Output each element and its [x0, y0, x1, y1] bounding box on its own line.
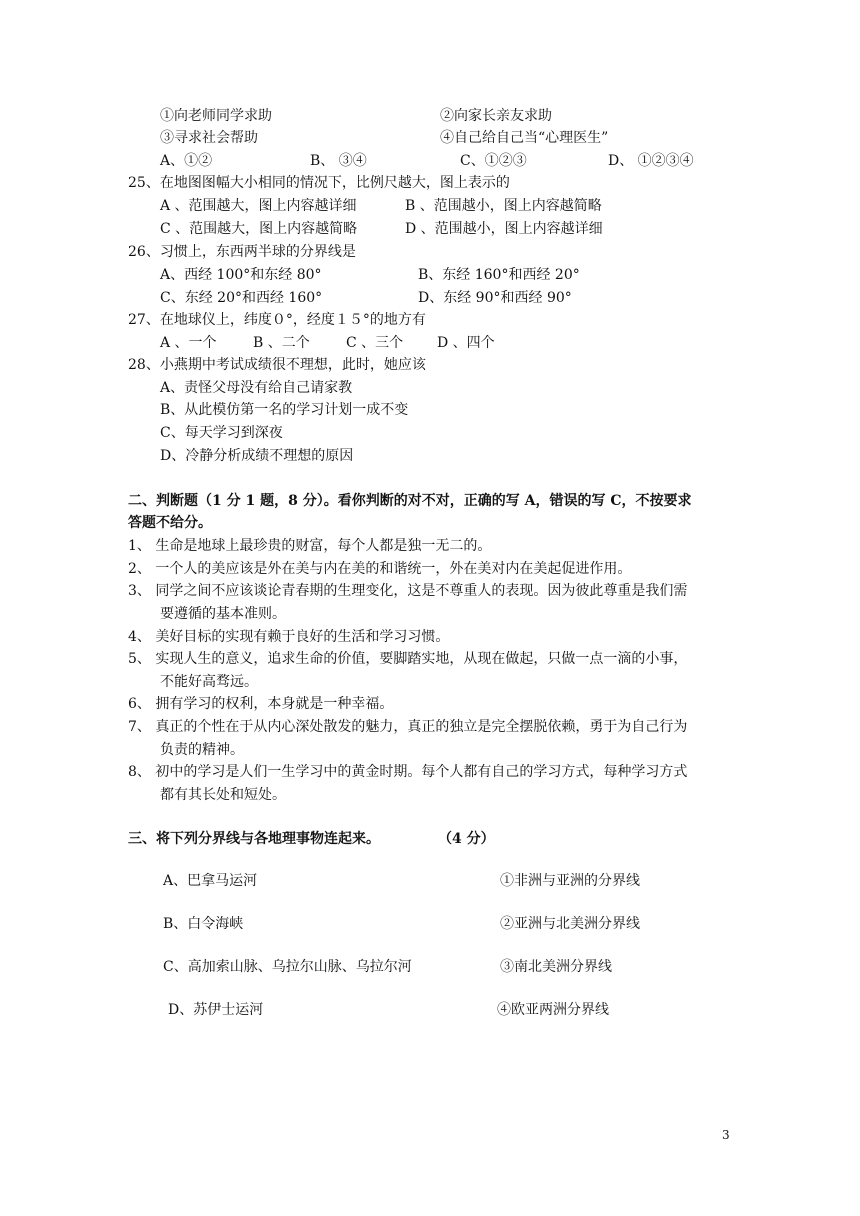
- q27-choice-d: D 、四个: [437, 335, 495, 351]
- q25-choice-b: B 、范围越小，图上内容越简略: [405, 198, 602, 214]
- section2-heading-line1: 二、判断题（1 分 1 题，8 分）。看你判断的对不对，正确的写 A，错误的写 C，不按要求: [128, 493, 692, 509]
- q28-choice-b: B、从此模仿第一名的学习计划一成不变: [160, 402, 409, 418]
- judge-item-5-cont: 不能好高骛远。: [160, 674, 258, 690]
- judge-item-4: 4、 美好目标的实现有赖于良好的生活和学习习惯。: [128, 629, 450, 645]
- judge-item-3-cont: 要遵循的基本准则。: [160, 606, 286, 622]
- q24-choice-a: A、①②: [160, 153, 213, 169]
- q28-choice-d: D、冷静分析成绩不理想的原因: [160, 448, 354, 464]
- q27-choice-c: C 、三个: [346, 335, 404, 351]
- page-number: 3: [722, 1128, 730, 1142]
- judge-item-7: 7、 真正的个性在于从内心深处散发的魅力，真正的独立是完全摆脱依赖，勇于为自己行为: [128, 719, 688, 735]
- q24-option-2: ②向家长亲友求助: [440, 108, 552, 124]
- judge-item-5: 5、 实现人生的意义，追求生命的价值，要脚踏实地，从现在做起，只做一点一滴的小事，: [128, 651, 688, 667]
- q28-stem: 28、小燕期中考试成绩很不理想，此时，她应该: [128, 357, 426, 373]
- match-left-a: A、巴拿马运河: [163, 873, 258, 889]
- q26-choice-c: C、东经 20°和西经 160°: [160, 290, 323, 306]
- q25-choice-a: A 、范围越大，图上内容越详细: [160, 198, 357, 214]
- q27-choice-b: B 、二个: [253, 335, 310, 351]
- section2-heading-line2: 答题不给分。: [128, 515, 212, 531]
- q24-option-1: ①向老师同学求助: [160, 108, 272, 124]
- q24-choice-d: D、 ①②③④: [608, 153, 694, 169]
- judge-item-1: 1、 生命是地球上最珍贵的财富，每个人都是独一无二的。: [128, 538, 492, 554]
- q26-choice-d: D、东经 90°和西经 90°: [418, 290, 572, 306]
- section3-points: （4 分）: [438, 831, 495, 847]
- match-left-c: C、高加索山脉、乌拉尔山脉、乌拉尔河: [163, 959, 412, 975]
- q26-choice-a: A、西经 100°和东经 80°: [160, 267, 322, 283]
- judge-item-3: 3、 同学之间不应该谈论青春期的生理变化，这是不尊重人的表现。因为彼此尊重是我们需: [128, 583, 688, 599]
- match-right-1: ①非洲与亚洲的分界线: [500, 873, 640, 889]
- match-right-2: ②亚洲与北美洲分界线: [500, 916, 640, 932]
- q28-choice-a: A、责怪父母没有给自己请家教: [160, 380, 353, 396]
- q26-stem: 26、习惯上，东西两半球的分界线是: [128, 244, 356, 260]
- match-right-4: ④欧亚两洲分界线: [497, 1002, 609, 1018]
- q27-stem: 27、在地球仪上，纬度０°，经度１５°的地方有: [128, 312, 426, 328]
- q24-option-3: ③寻求社会帮助: [160, 130, 258, 146]
- judge-item-8: 8、 初中的学习是人们一生学习中的黄金时期。每个人都有自己的学习方式，每种学习方式: [128, 764, 688, 780]
- section3-heading: 三、将下列分界线与各地理事物连起来。: [128, 831, 380, 847]
- judge-item-8-cont: 都有其长处和短处。: [160, 787, 286, 803]
- q25-choice-d: D 、范围越小，图上内容越详细: [405, 221, 603, 237]
- match-left-d: D、苏伊士运河: [168, 1002, 264, 1018]
- q25-choice-c: C 、范围越大，图上内容越简略: [160, 221, 358, 237]
- q28-choice-c: C、每天学习到深夜: [160, 425, 283, 441]
- q24-choice-b: B、 ③④: [310, 153, 367, 169]
- match-right-3: ③南北美洲分界线: [500, 959, 612, 975]
- q24-choice-c: C、①②③: [460, 153, 527, 169]
- q25-stem: 25、在地图图幅大小相同的情况下，比例尺越大，图上表示的: [128, 175, 510, 191]
- judge-item-6: 6、 拥有学习的权利，本身就是一种幸福。: [128, 696, 394, 712]
- match-left-b: B、白令海峡: [163, 916, 244, 932]
- judge-item-7-cont: 负责的精神。: [160, 742, 244, 758]
- judge-item-2: 2、 一个人的美应该是外在美与内在美的和谐统一，外在美对内在美起促进作用。: [128, 561, 632, 577]
- q24-option-4: ④自己给自己当“心理医生”: [440, 130, 609, 146]
- q27-choice-a: A 、一个: [160, 335, 217, 351]
- q26-choice-b: B、东经 160°和西经 20°: [418, 267, 580, 283]
